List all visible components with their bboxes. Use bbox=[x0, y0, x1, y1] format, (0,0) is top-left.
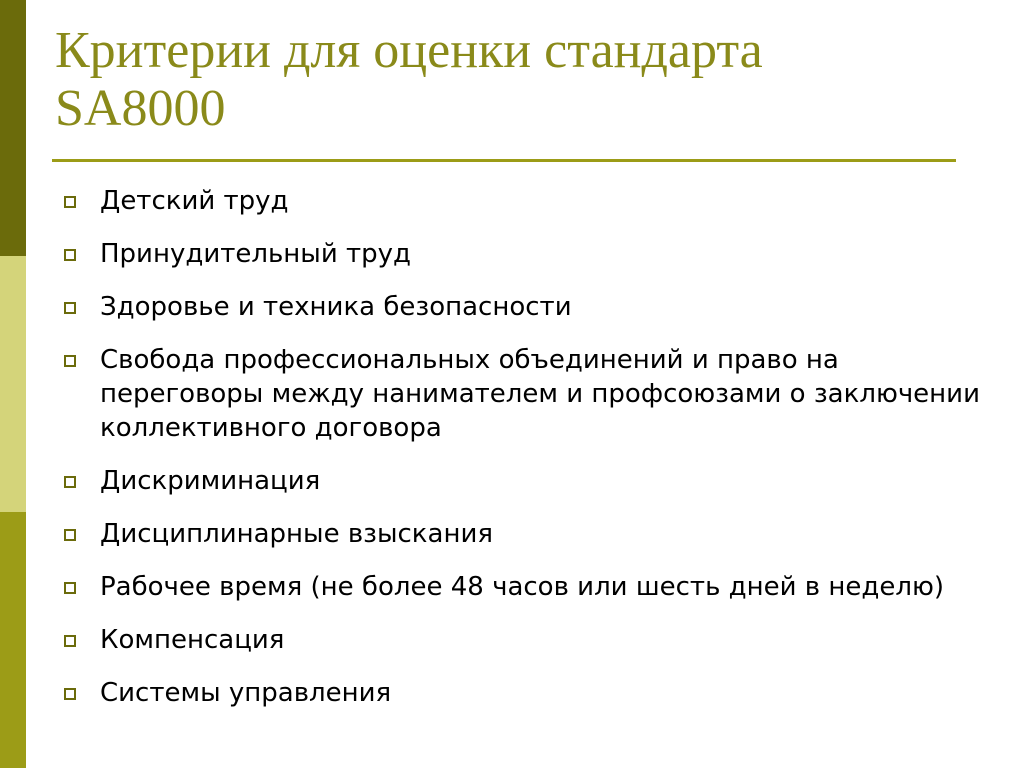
list-item-text: Свобода профессиональных объединений и право на переговоры между нанимателем и профсоюзами о заключении коллективного договора bbox=[100, 345, 980, 443]
list-item bbox=[62, 623, 982, 657]
decorative-side-bar bbox=[0, 0, 26, 768]
hollow-square-icon bbox=[64, 635, 76, 647]
list-item-text: Рабочее время (не более 48 часов или шесть дней в неделю) bbox=[100, 572, 944, 602]
list-item-text: Принудительный труд bbox=[100, 239, 411, 269]
list-item bbox=[62, 290, 982, 324]
hollow-square-icon bbox=[64, 355, 76, 367]
list-item bbox=[62, 676, 982, 710]
hollow-square-icon bbox=[64, 688, 76, 700]
list-item-text: Компенсация bbox=[100, 625, 285, 655]
slide-title-line-2: SA8000 bbox=[55, 80, 226, 137]
list-item bbox=[62, 570, 982, 604]
list-item bbox=[62, 464, 982, 498]
side-bar-light-segment bbox=[0, 256, 26, 512]
list-item-text: Здоровье и техника безопасности bbox=[100, 292, 572, 322]
hollow-square-icon bbox=[64, 529, 76, 541]
hollow-square-icon bbox=[64, 196, 76, 208]
list-item-text: Детский труд bbox=[100, 186, 289, 216]
list-item-text: Дискриминация bbox=[100, 466, 321, 496]
side-bar-dark-segment bbox=[0, 0, 26, 256]
list-item-text: Дисциплинарные взыскания bbox=[100, 519, 493, 549]
list-item bbox=[62, 343, 982, 445]
hollow-square-icon bbox=[64, 582, 76, 594]
side-bar-mid-segment bbox=[0, 512, 26, 768]
list-item bbox=[62, 237, 982, 271]
slide-title bbox=[55, 22, 955, 138]
list-item-text: Системы управления bbox=[100, 678, 392, 708]
criteria-list bbox=[62, 184, 982, 729]
slide-title-line-1: Критерии для оценки стандарта bbox=[55, 22, 763, 79]
hollow-square-icon bbox=[64, 249, 76, 261]
title-underline-rule bbox=[52, 159, 956, 162]
hollow-square-icon bbox=[64, 302, 76, 314]
list-item bbox=[62, 184, 982, 218]
list-item bbox=[62, 517, 982, 551]
hollow-square-icon bbox=[64, 476, 76, 488]
